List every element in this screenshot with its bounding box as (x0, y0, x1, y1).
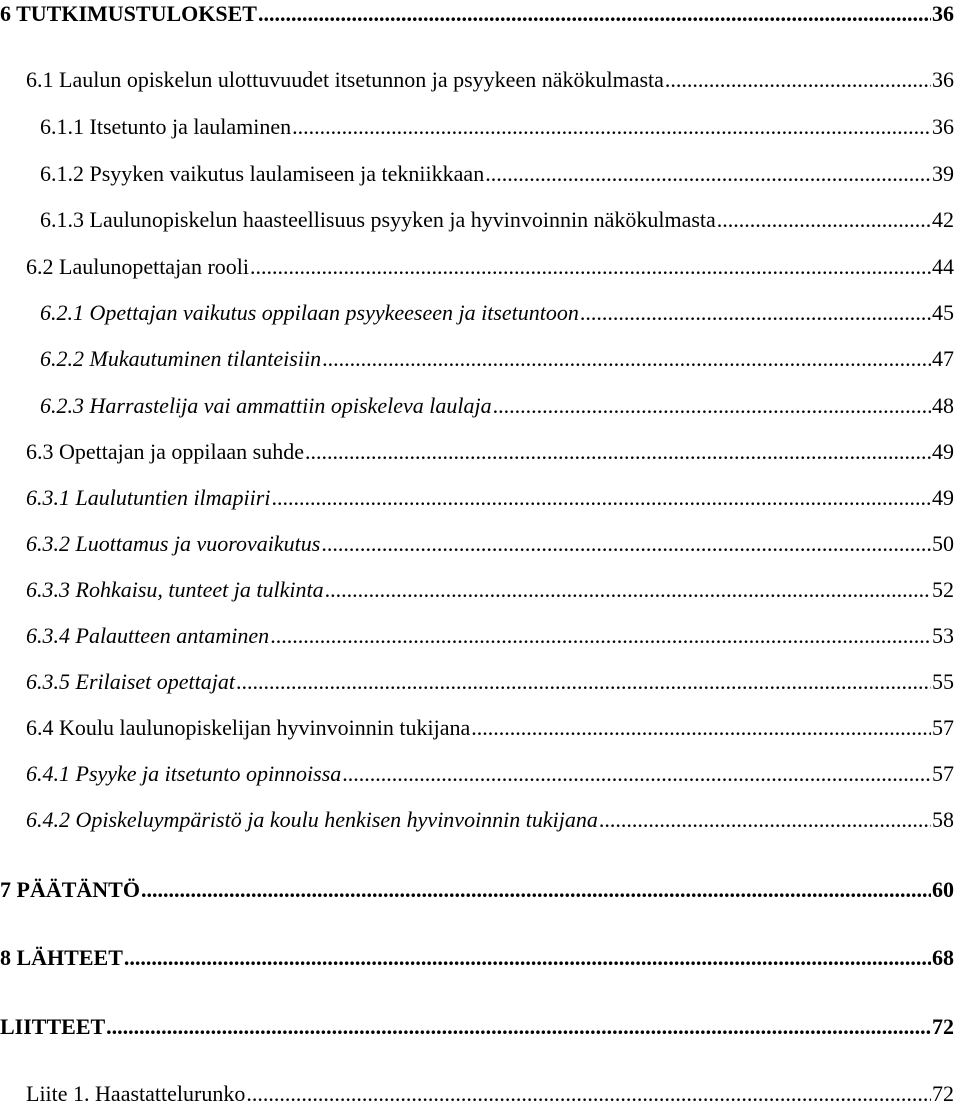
toc-entry-title: 6.2 Laulunopettajan rooli (26, 254, 249, 279)
toc-entry-page: 42 (932, 207, 954, 232)
dot-leader (599, 806, 931, 834)
toc-entry-page: 50 (932, 531, 954, 556)
toc-entry-page: 68 (932, 945, 954, 970)
toc-entry-page: 52 (932, 577, 954, 602)
dot-leader (236, 668, 931, 696)
toc-entry-page: 72 (932, 1014, 954, 1039)
dot-leader (258, 0, 931, 28)
toc-entry-title: 6.4.2 Opiskeluympäristö ja koulu henkisen hyvinvoinnin tukijana (26, 807, 598, 832)
toc-entry[interactable] (40, 113, 954, 141)
dot-leader (271, 484, 931, 512)
toc-entry-title: Liite 1. Haastattelurunko (26, 1081, 246, 1106)
toc-entry-page: 47 (932, 346, 954, 371)
toc-entry[interactable] (40, 392, 954, 420)
toc-entry-title: 6.1.2 Psyyken vaikutus laulamiseen ja tekniikkaan (40, 161, 485, 186)
dot-leader (493, 392, 931, 420)
toc-entry[interactable] (26, 714, 954, 742)
dot-leader (665, 66, 931, 94)
toc-entry-page: 48 (932, 393, 954, 418)
dot-leader (270, 622, 931, 650)
toc-entry[interactable] (0, 0, 954, 28)
toc-entry-title: 6.4 Koulu laulunopiskelijan hyvinvoinnin tukijana (26, 715, 471, 740)
toc-entry-page: 55 (932, 669, 954, 694)
toc-entry[interactable] (40, 345, 954, 373)
toc-entry[interactable] (0, 876, 954, 904)
toc-entry-title: 6.3.4 Palautteen antaminen (26, 623, 270, 648)
toc-entry-page: 36 (932, 67, 954, 92)
toc-entry-title: 6.1.3 Laulunopiskelun haasteellisuus psyyken ja hyvinvoinnin näkökulmasta (40, 207, 716, 232)
toc-entry[interactable] (26, 576, 954, 604)
toc-entry-title: 6.1.1 Itsetunto ja laulaminen (40, 114, 292, 139)
dot-leader (292, 113, 931, 141)
dot-leader (485, 160, 931, 188)
toc-entry-page: 60 (932, 877, 954, 902)
dot-leader (580, 299, 931, 327)
toc-entry[interactable] (26, 253, 954, 281)
toc-entry-page: 53 (932, 623, 954, 648)
toc-entry-title: 6.3.5 Erilaiset opettajat (26, 669, 235, 694)
toc-entry-page: 36 (932, 1, 954, 26)
dot-leader (342, 760, 931, 788)
toc-entry-title: 7 PÄÄTÄNTÖ (0, 877, 140, 902)
toc-entry-page: 44 (932, 254, 954, 279)
dot-leader (141, 876, 931, 904)
toc-entry[interactable] (0, 944, 954, 972)
toc-entry-title: 8 LÄHTEET (0, 945, 123, 970)
toc-entry[interactable] (26, 484, 954, 512)
toc-entry-title: 6.2.1 Opettajan vaikutus oppilaan psyykeeseen ja itsetuntoon (40, 300, 579, 325)
toc-entry[interactable] (26, 66, 954, 94)
toc-entry-page: 57 (932, 761, 954, 786)
dot-leader (322, 345, 931, 373)
toc-entry-page: 39 (932, 161, 954, 186)
toc-entry-page: 58 (932, 807, 954, 832)
toc-entry-title: 6.2.3 Harrastelija vai ammattiin opiskeleva laulaja (40, 393, 492, 418)
toc-entry-title: 6.2.2 Mukautuminen tilanteisiin (40, 346, 322, 371)
toc-entry[interactable] (26, 668, 954, 696)
dot-leader (250, 253, 931, 281)
dot-leader (305, 438, 931, 466)
toc-entry[interactable] (26, 438, 954, 466)
toc-entry[interactable] (26, 530, 954, 558)
toc-entry[interactable] (40, 206, 954, 234)
toc-entry[interactable] (26, 1080, 954, 1108)
dot-leader (471, 714, 931, 742)
toc-entry[interactable] (26, 760, 954, 788)
toc-entry-page: 36 (932, 114, 954, 139)
toc-entry-title: 6.3.2 Luottamus ja vuorovaikutus (26, 531, 321, 556)
toc-entry[interactable] (40, 299, 954, 327)
toc-entry-title: 6.3 Opettajan ja oppilaan suhde (26, 439, 304, 464)
toc-entry-page: 72 (932, 1081, 954, 1106)
toc-entry[interactable] (26, 806, 954, 834)
toc-entry-title: 6.3.1 Laulutuntien ilmapiiri (26, 485, 271, 510)
toc-entry-title: 6.3.3 Rohkaisu, tunteet ja tulkinta (26, 577, 324, 602)
toc-entry[interactable] (40, 160, 954, 188)
toc-entry[interactable] (0, 1013, 954, 1041)
toc-entry-title: 6.1 Laulun opiskelun ulottuvuudet itsetunnon ja psyykeen näkökulmasta (26, 67, 664, 92)
toc-entry-page: 45 (932, 300, 954, 325)
toc-entry-title: 6.4.1 Psyyke ja itsetunto opinnoissa (26, 761, 342, 786)
toc-entry-page: 49 (932, 485, 954, 510)
dot-leader (325, 576, 931, 604)
toc-entry-title: LIITTEET (0, 1014, 106, 1039)
toc-entry[interactable] (26, 622, 954, 650)
dot-leader (717, 206, 931, 234)
dot-leader (246, 1080, 931, 1108)
toc-entry-page: 49 (932, 439, 954, 464)
toc-entry-title: 6 TUTKIMUSTULOKSET (0, 1, 257, 26)
dot-leader (321, 530, 931, 558)
dot-leader (124, 944, 931, 972)
dot-leader (106, 1013, 931, 1041)
toc-entry-page: 57 (932, 715, 954, 740)
